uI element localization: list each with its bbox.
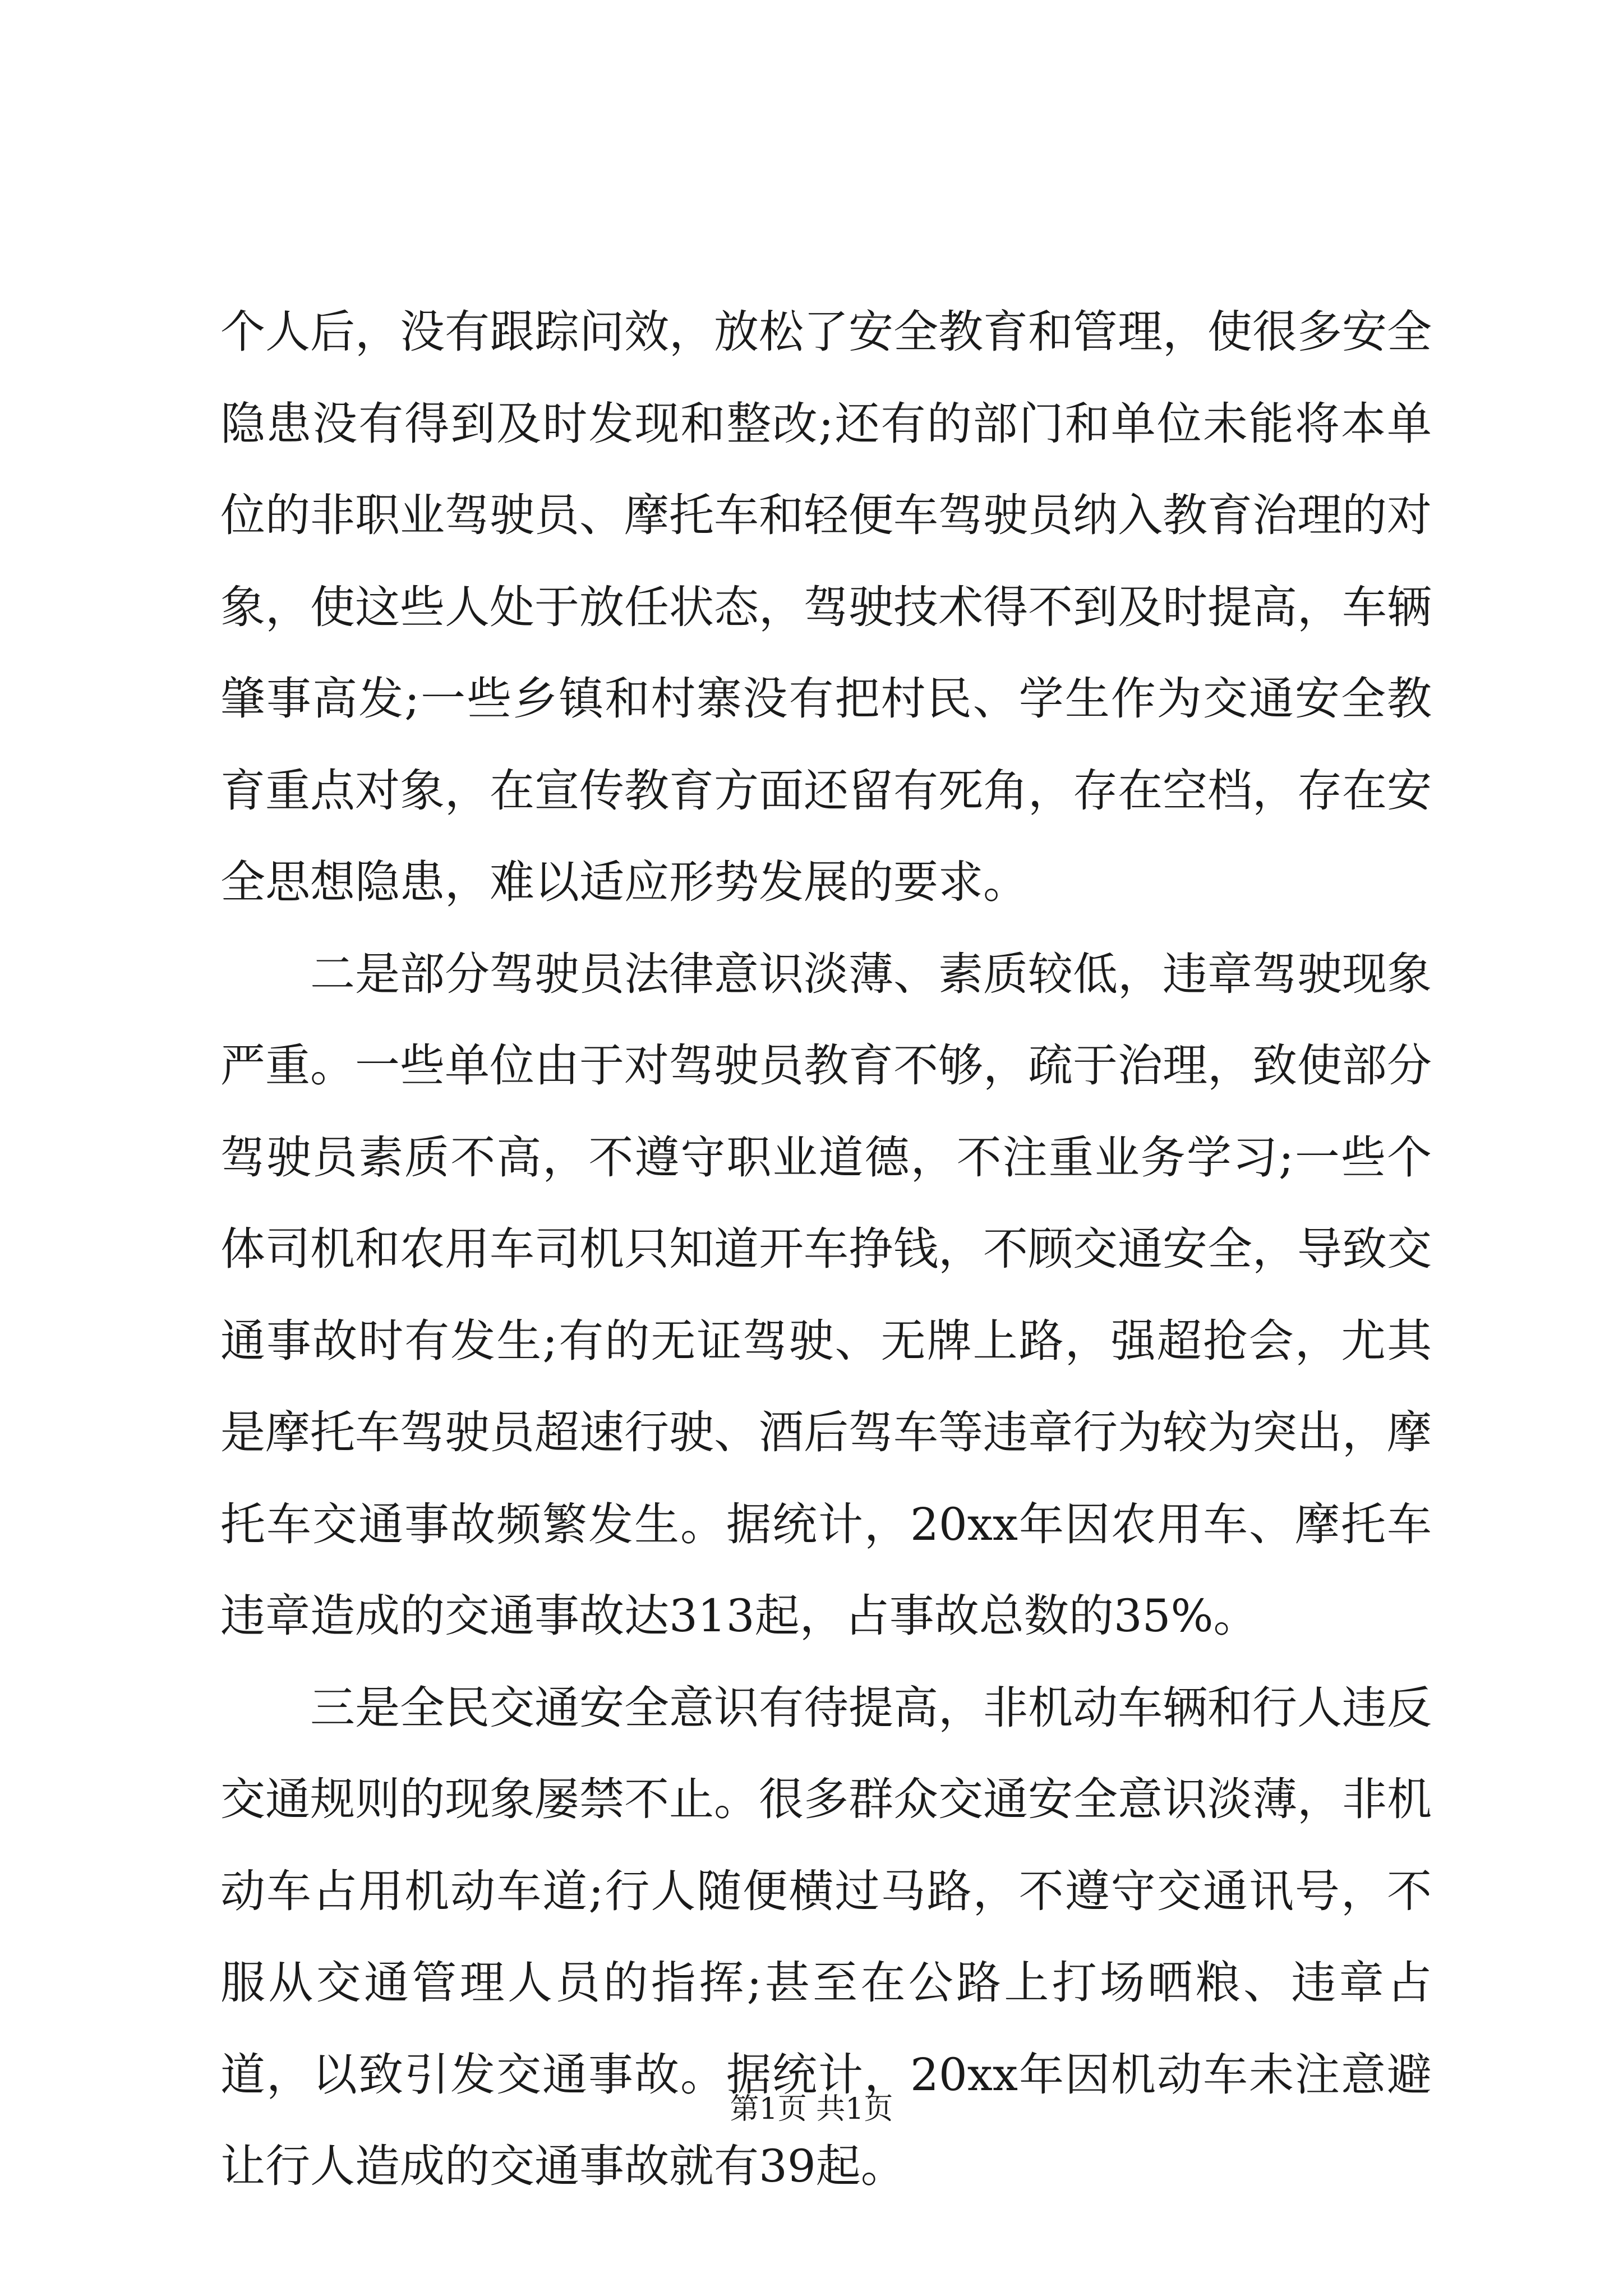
document-body: [220, 286, 1432, 2212]
page-footer: 第1页 共1页: [730, 2092, 893, 2126]
paragraph-continuation: 个人后，没有跟踪问效，放松了安全教育和管理，使很多安全隐患没有得到及时发现和整改;还有的部门和单位未能将本单位的非职业驾驶员、摩托车和轻便车驾驶员纳入教育治理的对象，使这些人处于放任状态，驾驶技术得不到及时提高，车辆肇事高发;一些乡镇和村寨没有把村民、学生作为交通安全教育重点对象，在宣传教育方面还留有死角，存在空档，存在安全思想隐患，难以适应形势发展的要求。: [220, 306, 1432, 908]
paragraph-point-two: 二是部分驾驶员法律意识淡薄、素质较低，违章驾驶现象严重。一些单位由于对驾驶员教育不够，疏于治理，致使部分驾驶员素质不高，不遵守职业道德，不注重业务学习;一些个体司机和农用车司机只知道开车挣钱，不顾交通安全，导致交通事故时有发生;有的无证驾驶、无牌上路，强超抢会，尤其是摩托车驾驶员超速行驶、酒后驾车等违章行为较为突出，摩托车交通事故频繁发生。据统计，20xx年因农用车、摩托车违章造成的交通事故达313起，占事故总数的35%。: [220, 947, 1432, 1642]
paragraph-point-three: 三是全民交通安全意识有待提高，非机动车辆和行人违反交通规则的现象屡禁不止。很多群众交通安全意识淡薄，非机动车占用机动车道;行人随便横过马路，不遵守交通讯号，不服从交通管理人员的指挥;甚至在公路上打场晒粮、违章占道，以致引发交通事故。据统计，20xx年因机动车未注意避让行人造成的交通事故就有39起。: [220, 1681, 1432, 2192]
